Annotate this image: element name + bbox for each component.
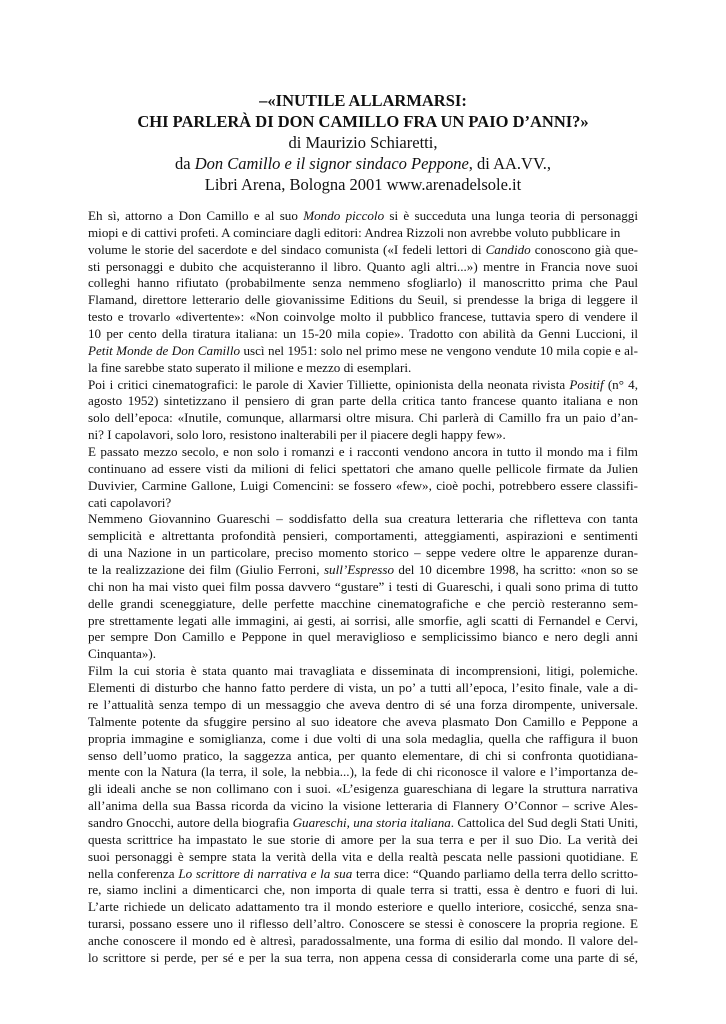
text-span: testo e trovarlo «divertente»: «Non coinvolge molto il pubblico francese, tuttavia spero di vendere il bbox=[88, 309, 638, 325]
body-text-line bbox=[88, 528, 638, 545]
body-text-line bbox=[88, 714, 638, 731]
body-text-line bbox=[88, 613, 638, 630]
body-text-line bbox=[88, 731, 638, 748]
text-span: anche conoscere il mondo ed è altresì, paradossalmente, una forma di esilio dal mondo. Il valore del- bbox=[88, 932, 638, 948]
article-header bbox=[60, 90, 666, 195]
text-span: re l’attualità senza tempo di un messaggio che aveva dentro di sé una forza dirompente, universale. bbox=[88, 696, 638, 712]
text-span: Talmente potente da sfuggire persino al suo ideatore che aveva plasmato Don Camillo e Peppone a bbox=[88, 713, 638, 729]
article-body bbox=[88, 208, 638, 967]
text-span: pre strettamente legati alle immagini, ai gesti, ai sorrisi, alle smorfie, agli scatti di Fernandel e Cervi, bbox=[88, 612, 638, 628]
italic-text-span: Guareschi, una storia italiana bbox=[292, 814, 451, 830]
text-span: uscì nel 1951: solo nel primo mese ne vengono vendute 10 mila copie e al- bbox=[240, 342, 638, 358]
italic-text-span: Mondo piccolo bbox=[303, 208, 385, 223]
text-span: Film la cui storia è stata quanto mai travagliata e disseminata di incomprensioni, litigi, polemiche. bbox=[88, 663, 638, 679]
publisher-line: Libri Arena, Bologna 2001 www.arenadelsole.it bbox=[204, 175, 522, 194]
text-span: nella conferenza bbox=[88, 865, 179, 881]
body-text-line bbox=[88, 444, 638, 461]
text-span: senso dell’uomo pratico, la saggezza antica, per quanto elementare, di chi si confronta quotidiana- bbox=[88, 747, 638, 763]
title-line-1: –«INUTILE ALLARMARSI: bbox=[259, 91, 467, 110]
body-text-line bbox=[88, 309, 638, 326]
text-span: Poi i critici cinematografici: le parole di Xavier Tilliette, opinionista della neonata rivista bbox=[88, 376, 570, 392]
text-span: la fine sarebbe stato superato il milione e mezzo di esemplari. bbox=[88, 359, 412, 375]
text-span: si è succeduta una lunga teoria di personaggi bbox=[384, 208, 638, 223]
author-line: di Maurizio Schiaretti, bbox=[288, 133, 438, 152]
text-span: delle grandi sceneggiature, delle perfette macchine cinematografiche e che perciò resteranno sem- bbox=[88, 595, 638, 611]
text-span: all’anima della sua Bassa ricorda da vicino la visione letteraria di Flannery O’Connor – scrive Ales- bbox=[88, 798, 638, 814]
text-span: volume le storie del sacerdote e del sindaco comunista («I fedeli lettori di bbox=[88, 241, 486, 257]
body-text-line bbox=[88, 899, 638, 916]
text-span: . Cattolica del Sud degli Stati Uniti, bbox=[450, 814, 638, 830]
body-text-line bbox=[88, 764, 638, 781]
text-span: sandro Gnocchi, autore della biografia bbox=[88, 814, 293, 830]
body-text-line bbox=[88, 798, 638, 815]
body-text-line bbox=[88, 748, 638, 765]
text-span: Cinquanta»). bbox=[88, 646, 157, 662]
body-text-line bbox=[88, 579, 638, 596]
source-book-title: Don Camillo e il signor sindaco Peppone bbox=[194, 154, 469, 173]
source-line bbox=[60, 153, 666, 174]
text-span: gli ideali anche se non collimano con i suoi. «L’esigenza guareschiana di legare la struttura narrativa bbox=[88, 781, 638, 797]
body-text-line bbox=[88, 562, 638, 579]
text-span: Eh sì, attorno a Don Camillo e al suo bbox=[88, 208, 304, 223]
text-span: agosto 1952) sintetizzano il pensiero di gran parte della critica tanto francese quanto italiana e non bbox=[88, 393, 638, 409]
body-text-line bbox=[88, 208, 638, 225]
body-text-line bbox=[88, 410, 638, 427]
body-text-line bbox=[88, 495, 638, 512]
text-span: questa scrittrice ha impastato le sue storie di amore per la sua terra e per il suo Dio. La verità dei bbox=[88, 831, 638, 847]
text-span: continuano ad essere visti da milioni di felici spettatori che amano quelle pellicole firmate da Julien bbox=[88, 460, 638, 476]
body-text-line bbox=[88, 866, 638, 883]
body-text-line bbox=[88, 377, 638, 394]
text-span: lo scrittore si perde, per sé e per la sua terra, non appena cessa di considerarla come una parte di sé, bbox=[88, 949, 638, 965]
body-text-line bbox=[88, 629, 638, 646]
text-span: 10 per cento della tiratura italiana: un 15-20 mila copie». Tradotto con abilità da Genni Luccioni, il bbox=[88, 326, 638, 342]
body-text-line bbox=[88, 916, 638, 933]
text-span: te la realizzazione dei film (Giulio Ferroni, bbox=[88, 562, 324, 578]
body-text-line bbox=[88, 259, 638, 276]
text-span: (n° 4, bbox=[603, 376, 638, 392]
text-span: mente con la Natura (la terra, il sole, la nebbia...), la fede di chi riconosce il valore e l’importanza de- bbox=[88, 764, 638, 780]
body-text-line bbox=[88, 511, 638, 528]
text-span: solo dell’epoca: «Inutile, comunque, allarmarsi oltre misura. Chi parlerà di Camillo fra un paio d’an- bbox=[88, 410, 638, 426]
body-text-line bbox=[88, 832, 638, 849]
text-span: E passato mezzo secolo, e non solo i romanzi e i racconti vendono ancora in tutto il mondo ma i film bbox=[88, 444, 638, 460]
text-span: del 10 dicembre 1998, ha scritto: «non so se bbox=[394, 562, 638, 578]
text-span: turarsi, possano essere uno il riflesso dell’altro. Conoscere se stessi è conoscere la propria regione. E bbox=[88, 916, 638, 932]
text-span: re, siamo inclini a dimenticarci che, non importa di quale terra si tratti, essa è dentro e fuori di lui. bbox=[88, 882, 638, 898]
text-span: cati capolavori? bbox=[88, 494, 172, 510]
body-text-line bbox=[88, 815, 638, 832]
body-text-line bbox=[88, 225, 638, 242]
text-span: sti personaggi e dubito che acquisteranno il libro. Quanto agli altri...») mentre in Francia nove suoi bbox=[88, 258, 638, 274]
source-suffix: , di AA.VV., bbox=[468, 154, 551, 173]
body-text-line bbox=[88, 882, 638, 899]
text-span: terra dice: “Quando parliamo della terra dello scritto- bbox=[352, 865, 638, 881]
text-span: propria immagine e somiglianza, come i due volti di una sola medaglia, quella che raffigura il buon bbox=[88, 730, 638, 746]
body-text-line bbox=[88, 292, 638, 309]
italic-text-span: sull’Espresso bbox=[323, 562, 395, 578]
text-span: chi non ha mai visto quei film possa davvero “gustare” i testi di Guareschi, i quali sono prima di tutto bbox=[88, 578, 638, 594]
body-text-line bbox=[88, 360, 638, 377]
text-span: Duvivier, Carmine Gallone, Luigi Comencini: se fossero «few», cioè pochi, potrebbero essere classifi- bbox=[88, 477, 638, 493]
body-text-line bbox=[88, 326, 638, 343]
body-text-line bbox=[88, 343, 638, 360]
italic-text-span: Candido bbox=[485, 241, 531, 257]
italic-text-span: Petit Monde de Don Camillo bbox=[88, 342, 241, 358]
text-span: suoi personaggi è sempre stata la verità della vita e della realtà pescata nelle passioni quotidiane. E bbox=[88, 848, 638, 864]
body-text-line bbox=[88, 478, 638, 495]
body-text-line bbox=[88, 461, 638, 478]
italic-text-span: Lo scrittore di narrativa e la sua bbox=[178, 865, 353, 881]
body-text-line bbox=[88, 697, 638, 714]
text-span: ni? I capolavori, solo loro, resistono inalterabili per il piacere degli happy few». bbox=[88, 427, 506, 443]
body-text-line bbox=[88, 275, 638, 292]
body-text-line bbox=[88, 427, 638, 444]
text-span: Nemmeno Giovannino Guareschi – soddisfatto della sua creatura letteraria che rifletteva con tanta bbox=[88, 511, 638, 527]
body-text-line bbox=[88, 242, 638, 259]
text-span: Elementi di disturbo che hanno fatto perdere di vista, un po’ a tutti all’epoca, l’esito finale, vale a di- bbox=[88, 680, 638, 696]
body-text-line bbox=[88, 933, 638, 950]
body-text-line bbox=[88, 849, 638, 866]
body-text-line bbox=[88, 646, 638, 663]
body-text-line bbox=[88, 663, 638, 680]
text-span: miopi e di cattivi profeti. A cominciare dagli editori: Andrea Rizzoli non avrebbe voluto pubblicare in bbox=[88, 224, 621, 240]
italic-text-span: Positif bbox=[569, 376, 604, 392]
text-span: per sempre Don Camillo e Peppone in quel meraviglioso e semplicissimo bianco e nero degli anni bbox=[88, 629, 638, 645]
body-text-line bbox=[88, 545, 638, 562]
source-prefix: da bbox=[175, 154, 195, 173]
body-text-line bbox=[88, 393, 638, 410]
text-span: di una Nazione in un particolare, preciso momento storico – seppe vedere oltre le apparenze duran- bbox=[88, 545, 638, 561]
text-span: Flamand, direttore letterario delle giovanissime Editions du Seuil, si prendesse la briga di leggere il bbox=[88, 292, 638, 308]
text-span: conoscono già que- bbox=[530, 241, 638, 257]
body-text-line bbox=[88, 781, 638, 798]
body-text-line bbox=[88, 596, 638, 613]
body-text-line bbox=[88, 680, 638, 697]
title-line-2: CHI PARLERÀ DI DON CAMILLO FRA UN PAIO D’ANNI?» bbox=[137, 112, 589, 131]
body-text-line bbox=[88, 950, 638, 967]
text-span: semplicità e altrettanta profondità pensieri, comportamenti, atteggiamenti, aspirazioni e sentimenti bbox=[88, 528, 638, 544]
text-span: L’arte richiede un delicato adattamento tra il mondo esteriore e quello interiore, cosicché, senza sna- bbox=[88, 899, 638, 915]
text-span: colleghi hanno rifiutato (probabilmente senza nemmeno sfogliarlo) il manoscritto prima che Paul bbox=[88, 275, 638, 291]
